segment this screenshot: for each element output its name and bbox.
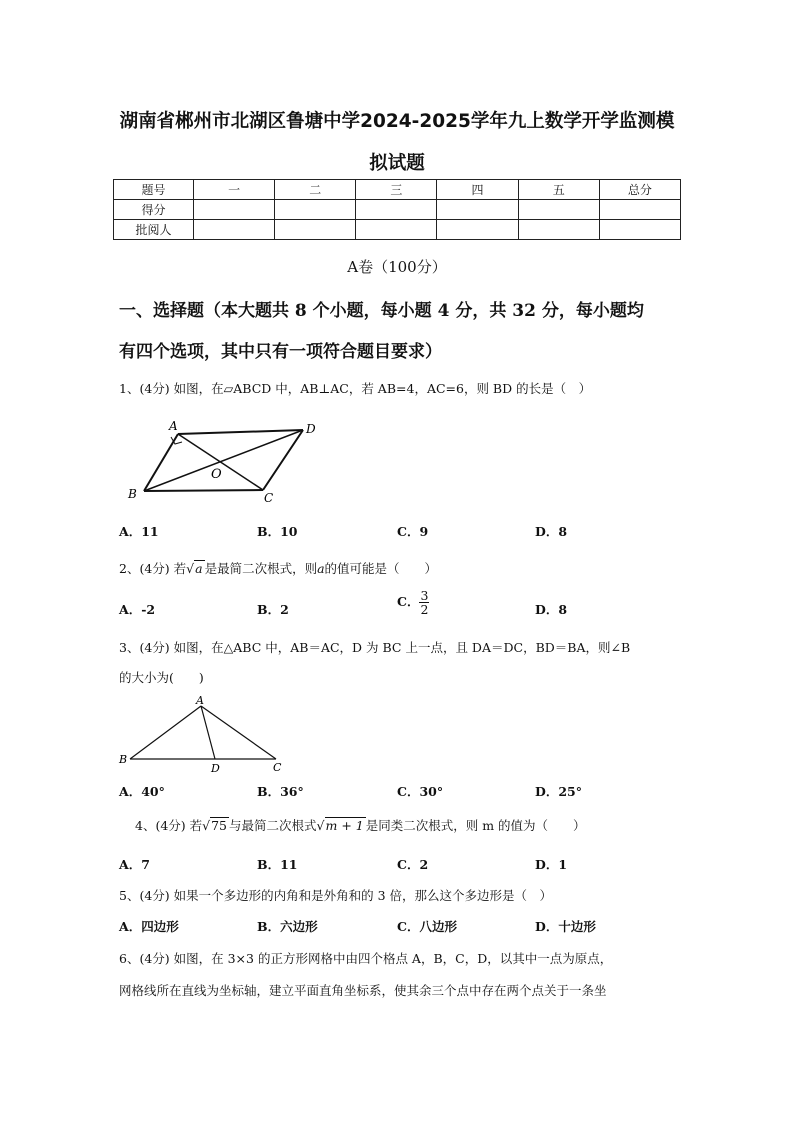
question-1-text: ABCD 中，AB⊥AC，若 AB=4，AC=6，则 BD 的长是（ ）	[233, 381, 592, 396]
question-4	[135, 816, 695, 834]
score-cell	[356, 200, 437, 220]
question-3-line-2: 的大小为( )	[119, 670, 204, 685]
grader-cell	[194, 220, 275, 240]
question-2	[119, 559, 679, 577]
score-cell	[275, 200, 356, 220]
question-2-variable: a	[317, 561, 325, 576]
q4-option-a[interactable]: A．7	[119, 857, 150, 872]
q1-option-d[interactable]: D．8	[535, 524, 568, 539]
score-table-header-cell: 四	[437, 180, 518, 200]
triangle-side-ac	[201, 706, 276, 759]
q1-option-a[interactable]: A．11	[119, 524, 159, 539]
question-4-prefix: 4、(4分) 若	[135, 818, 203, 833]
grader-cell	[518, 220, 599, 240]
sqrt-radicand-m-plus-1: m + 1	[325, 818, 364, 833]
figure-label-o: O	[211, 467, 222, 482]
score-table-row-score	[114, 200, 681, 220]
q4-option-b[interactable]: B．11	[257, 857, 298, 872]
q5-option-a[interactable]: A．四边形	[119, 919, 179, 934]
fraction-numerator: 3	[420, 588, 429, 603]
sqrt-radicand: a	[195, 561, 203, 576]
score-table-row-grader	[114, 220, 681, 240]
part1-heading-line-1: 一、选择题（本大题共 8 个小题，每小题 4 分，共 32 分，每小题均	[119, 301, 644, 321]
score-cell	[599, 200, 680, 220]
sqrt-icon: √	[186, 561, 195, 576]
q5-option-d[interactable]: D．十边形	[535, 919, 596, 934]
score-cell	[518, 200, 599, 220]
sqrt-icon: √	[202, 818, 211, 833]
figure-diagonal-bd	[144, 430, 303, 491]
figure-line-ab	[144, 434, 178, 491]
sqrt-icon: √	[316, 818, 325, 833]
question-4-mid: 与最简二次根式	[229, 818, 317, 833]
question-6-line-2: 网格线所在直线为坐标轴，建立平面直角坐标系，使其余三个点中存在两个点关于一条坐	[119, 983, 607, 998]
score-table-header-row	[114, 180, 681, 200]
figure-label-d: D	[306, 422, 316, 436]
q2-option-c[interactable]	[397, 589, 429, 616]
score-table-row-label: 批阅人	[114, 220, 194, 240]
grader-cell	[599, 220, 680, 240]
score-cell	[194, 200, 275, 220]
figure-line-cd	[263, 430, 303, 490]
q2-option-d[interactable]: D．8	[535, 602, 568, 617]
score-cell	[437, 200, 518, 220]
question-2-mid: 是最简二次根式，则	[204, 561, 318, 576]
question-2-text: 的值可能是（ ）	[324, 561, 438, 576]
q3-option-a[interactable]: A．40°	[119, 784, 165, 799]
score-table-header-cell: 三	[356, 180, 437, 200]
question-1	[119, 379, 679, 397]
question-4-text: 是同类二次根式，则 m 的值为（ ）	[365, 818, 586, 833]
score-table	[113, 179, 681, 240]
score-table-header-cell: 一	[194, 180, 275, 200]
figure-label-b: B	[128, 487, 137, 501]
question-3-figure	[118, 694, 298, 776]
exam-title-line-2: 拟试题	[369, 153, 425, 174]
grader-cell	[275, 220, 356, 240]
score-table-header-cell: 二	[275, 180, 356, 200]
grader-cell	[356, 220, 437, 240]
sqrt-radicand-75: 75	[211, 818, 228, 833]
triangle-label-c: C	[273, 761, 282, 774]
q2-option-b[interactable]: B．2	[257, 602, 289, 617]
q1-option-c[interactable]: C．9	[397, 524, 429, 539]
triangle-label-a: A	[196, 694, 204, 707]
q5-option-c[interactable]: C．八边形	[397, 919, 457, 934]
grader-cell	[437, 220, 518, 240]
figure-line-ad	[178, 430, 303, 434]
triangle-label-d: D	[211, 762, 220, 775]
q1-option-b[interactable]: B．10	[257, 524, 298, 539]
score-table-header-cell: 总分	[599, 180, 680, 200]
q3-option-d[interactable]: D．25°	[535, 784, 582, 799]
score-table-header-cell: 题号	[114, 180, 194, 200]
question-5: 5、(4分) 如果一个多边形的内角和是外角和的 3 倍，那么这个多边形是（ ）	[119, 888, 553, 903]
score-table-row-label: 得分	[114, 200, 194, 220]
q5-option-b[interactable]: B．六边形	[257, 919, 318, 934]
q2-option-c-label: C．	[397, 594, 420, 609]
figure-line-bc	[144, 490, 263, 491]
section-a-heading: A卷（100分）	[347, 258, 447, 276]
q4-option-c[interactable]: C．2	[397, 857, 429, 872]
triangle-side-ba	[130, 706, 201, 759]
q3-option-c[interactable]: C．30°	[397, 784, 444, 799]
question-1-prefix: 1、(4分) 如图，在	[119, 381, 224, 396]
part1-heading-line-2: 有四个选项，其中只有一项符合题目要求）	[119, 342, 442, 362]
q2-option-a[interactable]: A．-2	[119, 602, 156, 617]
parallelogram-symbol: ▱	[223, 381, 234, 396]
question-1-figure	[120, 416, 330, 506]
score-table-header-cell: 五	[518, 180, 599, 200]
question-2-prefix: 2、(4分) 若	[119, 561, 187, 576]
q3-option-b[interactable]: B．36°	[257, 784, 304, 799]
figure-label-a: A	[169, 419, 178, 433]
question-6-line-1: 6、(4分) 如图，在 3×3 的正方形网格中由四个格点 A，B，C，D，以其中一点为原点，	[119, 951, 613, 966]
exam-title-line-1: 湖南省郴州市北湖区鲁塘中学2024-2025学年九上数学开学监测模	[119, 111, 675, 132]
triangle-label-b: B	[119, 753, 128, 766]
q4-option-d[interactable]: D．1	[535, 857, 568, 872]
fraction	[419, 589, 429, 616]
fraction-denominator: 2	[420, 602, 429, 617]
figure-label-c: C	[264, 491, 274, 505]
question-3-line-1: 3、(4分) 如图，在△ABC 中，AB＝AC，D 为 BC 上一点，且 DA＝DC，BD＝BA，则∠B	[119, 640, 631, 655]
